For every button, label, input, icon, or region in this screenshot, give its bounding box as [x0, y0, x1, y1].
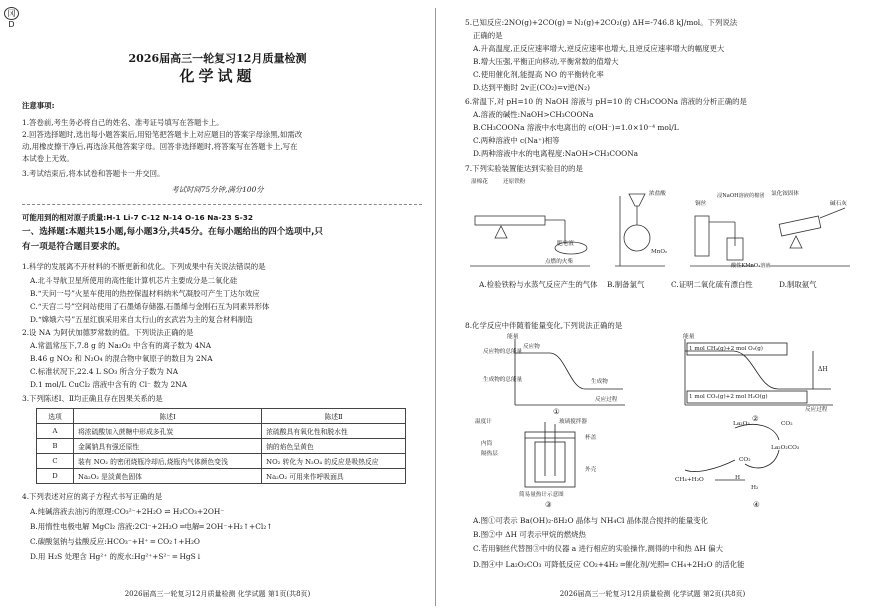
- cycle-arrow: [685, 460, 735, 472]
- section1-line2: 有一项是符合题目要求的。: [22, 242, 126, 252]
- table-cell: 浓硫酸具有氧化性和脱水性: [262, 424, 406, 439]
- dropping-funnel-icon: [629, 194, 645, 206]
- q6-option-b: B.CH₃COONa 溶液中水电离出的 c(OH⁻)=1.0×10⁻⁴ mol/L: [473, 123, 679, 132]
- q2-option-c: C.标准状况下,22.4 L SO₃ 所含分子数为 NA: [30, 367, 179, 376]
- fig3-caption: 简易量热计示意图: [519, 492, 564, 498]
- table-cell: NO₂ 转化为 N₂O₄ 的反应是吸热反应: [262, 454, 406, 469]
- q6-option-a: A.溶液的碱性:NaOH>CH₃COONa: [473, 110, 594, 119]
- fig1-xlabel: 反应过程: [595, 397, 618, 403]
- table-header-cell: 陈述Ⅰ: [74, 409, 262, 424]
- corner-mark: 冈D: [4, 7, 19, 20]
- label-lit-match: 点燃的火柴: [545, 259, 573, 265]
- subject-title: 化学试题: [179, 67, 256, 85]
- ammonia-tube-icon: [779, 216, 821, 236]
- fig1-reactant-energy: 反应物的总能量: [483, 349, 523, 355]
- fig3-inner: 内筒: [481, 441, 493, 447]
- label-mno2: MnO₂: [651, 249, 668, 255]
- outer-shell: [525, 432, 575, 487]
- section1-line1: 一、选择题:本题共15小题,每小题3分,共45分。在每小题给出的四个选项中,只: [22, 227, 323, 237]
- q5-option-a: A.升高温度,正反应速率增大,逆反应速率也增大,且逆反应速率增大的幅度更大: [473, 44, 725, 53]
- q7-option-b: B.制备氯气: [607, 280, 645, 289]
- q4-option-b: B.用惰性电极电解 MgCl₂ 溶液:2Cl⁻+2H₂O ═电解═ 2OH⁻+H₂↑+Cl₂↑: [30, 522, 273, 531]
- exam-time: 考试时间75分钟,满分100分: [171, 185, 264, 194]
- fig4-number: ④: [753, 500, 760, 509]
- fig3-insulation: 隔热层: [481, 451, 498, 457]
- q1-option-d: D.“嫦娥六号”五星红旗采用来自太行山的玄武岩为主的复合材料制造: [30, 315, 253, 324]
- combustion-tube-icon: [475, 216, 545, 225]
- fig2-bottom-label: 1 mol CO₂(g)+2 mol H₂O(g): [689, 394, 768, 400]
- q5-option-d: D.达到平衡时 2v正(CO₂)=v逆(N₂): [473, 83, 590, 92]
- fig2-xlabel: 反应过程: [805, 407, 828, 413]
- q7-option-a: A.检验铁粉与水蒸气反应产生的气体: [479, 280, 598, 289]
- table-cell: B: [37, 439, 74, 454]
- q8-option-c: C.若用铜丝代替图③中的仪器 a 进行相应的实验操作,测得的中和热 ΔH 偏大: [473, 544, 724, 553]
- q1-stem: 1.科学的发展离不开材料的不断更新和优化。下列成果中有关说法错误的是: [22, 262, 266, 271]
- q2-option-d: D.1 mol/L CuCl₂ 溶液中含有的 Cl⁻ 数为 2NA: [30, 380, 187, 389]
- notice-item-1: 1.答卷前,考生务必将自己的姓名、准考证号填写在答题卡上。: [22, 118, 224, 127]
- q6-option-d: D.两种溶液中水的电离程度:NaOH>CH₃COONa: [473, 149, 639, 158]
- q2-option-a: A.常温常压下,7.8 g 的 Na₂O₂ 中含有的离子数为 4NA: [30, 341, 212, 350]
- q8-option-d: D.图④中 La₂O₂CO₃ 可降低反应 CO₂+4H₂ ═催化剂/光照═ CH₄+2H₂O 的活化能: [473, 560, 745, 569]
- fig3-stirrer: 玻璃搅拌器: [559, 419, 587, 425]
- fig1-product-label: 生成物: [591, 379, 608, 385]
- q5-stem-line1: 5.已知反应:2NO(g)+2CO(g) ═ N₂(g)+2CO₂(g) ΔH=-746.8 kJ/mol。下列说法: [465, 18, 738, 27]
- fig4-la2o3: La₂O₃: [733, 421, 750, 427]
- alcohol-lamp-icon: [495, 226, 507, 238]
- q3-table: [36, 408, 406, 484]
- fig4-co2-top: CO₂: [781, 421, 793, 427]
- q5-option-c: C.使用催化剂,能提高 NO 的平衡转化率: [473, 70, 604, 79]
- q8-option-a: A.图①可表示 Ba(OH)₂·8H₂O 晶体与 NH₄Cl 晶体混合搅拌的能量变化: [473, 516, 708, 525]
- fig3-number: ③: [545, 500, 552, 509]
- table-row: [37, 439, 406, 454]
- table-header-cell: 选项: [37, 409, 74, 424]
- table-header-row: [37, 409, 406, 424]
- q6-option-c: C.两种溶液中 c(Na⁺)相等: [473, 136, 560, 145]
- table-cell: 金属钠具有强还原性: [74, 439, 262, 454]
- table-cell: D: [37, 469, 74, 484]
- footer-left: 2026届高三一轮复习12月质量检测 化学试题 第1页(共8页): [124, 590, 311, 598]
- label-conc-hcl: 浓盐酸: [649, 191, 666, 197]
- q1-option-a: A.北斗导航卫星所使用的高性能计算机芯片主要成分是二氧化硅: [30, 276, 238, 285]
- q5-option-b: B.增大压强,平衡正向移动,平衡常数的值增大: [473, 57, 619, 66]
- table-cell: Na₂O₂ 可用来作呼吸面具: [262, 469, 406, 484]
- label-naoh-cotton: 浸NaOH溶液的棉团: [717, 193, 765, 199]
- label-soda-lime: 碱石灰: [830, 201, 847, 207]
- fig1-number: ①: [553, 407, 560, 416]
- table-row: [37, 454, 406, 469]
- q4-option-a: A.纯碱溶液去油污的原理:CO₃²⁻+2H₂O ⇌ H₂CO₃+2OH⁻: [30, 507, 225, 516]
- q4-option-c: C.碳酸氢钠与盐酸反应:HCO₃⁻+H⁺ ═ CO₂↑+H₂O: [30, 537, 200, 546]
- notice-item-2: 2.回答选择题时,选出每小题答案后,用铅笔把答题卡上对应题目的答案字母涂黑,如需改: [22, 130, 303, 139]
- table-row: [37, 424, 406, 439]
- q1-option-c: C.“天宫二号”空间站使用了石墨烯存储器,石墨烯与金刚石互为同素异形体: [30, 302, 270, 311]
- label-copper-wire: 铜丝: [695, 201, 707, 207]
- table-cell: 钠的焰色呈黄色: [262, 439, 406, 454]
- table-cell: 将浓硫酸加入蔗糖中形成多孔炭: [74, 424, 262, 439]
- fig1-reactant-label: 反应物: [523, 344, 540, 350]
- table-cell: A: [37, 424, 74, 439]
- notice-item-3: 动,用橡皮擦干净后,再选涂其他答案字母。回答非选择题时,将答案写在答题卡上,写在: [22, 142, 298, 151]
- notice-item-5: 3.考试结束后,将本试卷和答题卡一并交回。: [22, 169, 165, 178]
- q2-option-b: B.46 g NO₂ 和 N₂O₄ 的混合物中氧原子的数目为 2NA: [30, 354, 213, 363]
- inner-cup: [535, 442, 565, 482]
- q6-stem: 6.常温下,对 pH=10 的 NaOH 溶液与 pH=10 的 CH₃COONa 溶液的分析正确的是: [465, 97, 747, 106]
- fig4-h: H: [735, 475, 741, 481]
- fig2-number: ②: [752, 414, 759, 423]
- energy-curve: [685, 351, 831, 389]
- notice-item-4: 本试卷上无效。: [22, 154, 74, 163]
- fig2-ylabel: 能量: [683, 334, 695, 340]
- q3-stem: 3.下列陈述Ⅰ、Ⅱ均正确且存在因果关系的是: [22, 394, 163, 403]
- q2-stem: 2.设 NA 为阿伏加德罗常数的值。下列说法正确的是: [22, 328, 194, 337]
- fig2-top-label: 1 mol CH₄(g)+2 mol O₂(g): [689, 346, 763, 352]
- section-separator: [22, 204, 422, 205]
- q7-option-c: C.证明二氧化硫有漂白性: [671, 280, 753, 289]
- fig3-outer: 外壳: [585, 467, 597, 473]
- atomic-masses: 可能用到的相对原子质量:H-1 Li-7 C-12 N-14 O-16 Na-23 S-32: [22, 213, 253, 222]
- q1-option-b: B.“天问一号”火星车使用的热控保温材料纳米气凝胶可产生丁达尔效应: [30, 289, 260, 298]
- q4-stem: 4.下列表述对应的离子方程式书写正确的是: [22, 492, 163, 501]
- calorimeter-figure: [495, 420, 605, 490]
- fig4-h2: H₂: [751, 485, 759, 491]
- table-cell: C: [37, 454, 74, 469]
- test-tube-icon: [695, 216, 709, 256]
- exam-title: 2026届高三一轮复习12月质量检测: [128, 52, 307, 65]
- q8-stem: 8.化学反应中伴随着能量变化,下列说法正确的是: [465, 321, 623, 330]
- label-reduced-iron: 还原铁粉: [503, 179, 526, 185]
- burner-icon: [790, 236, 802, 248]
- fig3-thermometer: 温度计: [475, 419, 492, 425]
- label-acidic-kmno4: 酸性KMnO₄溶液: [731, 263, 771, 269]
- notice-heading: 注意事项:: [22, 101, 55, 110]
- table-header-cell: 陈述Ⅱ: [262, 409, 406, 424]
- footer-right: 2026届高三一轮复习12月质量检测 化学试题 第2页(共8页): [559, 590, 746, 598]
- table-cell: Na₂O₂ 是淡黄色固体: [74, 469, 262, 484]
- label-wet-cotton: 湿棉花: [471, 179, 488, 185]
- q7-stem: 7.下列实验装置能达到实验目的的是: [465, 164, 583, 173]
- fig1-ylabel: 能量: [507, 334, 519, 340]
- table-row: [37, 469, 406, 484]
- flask-icon: [624, 225, 650, 251]
- fig1-product-energy: 生成物的总能量: [483, 377, 523, 383]
- fig3-lid: 杯盖: [585, 435, 597, 441]
- fig2-delta-h: ΔH: [818, 366, 828, 373]
- fig4-la2o2co3: La₂O₂CO₃: [771, 445, 800, 451]
- label-nh4cl: 氯化铵固体: [771, 191, 799, 197]
- fig4-ch4: CH₄+H₂O: [675, 477, 704, 483]
- table-cell: 装有 NO₂ 的密闭烧瓶冷却后,烧瓶内气体颜色变浅: [74, 454, 262, 469]
- q4-option-d: D.用 H₂S 处理含 Hg²⁺ 的废水:Hg²⁺+S²⁻ ═ HgS↓: [30, 552, 202, 561]
- fig4-co2-mid: CO₂: [739, 457, 751, 463]
- q5-stem-line2: 正确的是: [473, 31, 503, 40]
- q7-option-d: D.制取氨气: [779, 280, 817, 289]
- q8-option-b: B.图②中 ΔH 可表示甲烷的燃烧热: [473, 530, 586, 539]
- right-page: [435, 0, 870, 615]
- label-soap-liquid: 肥皂液: [557, 241, 574, 247]
